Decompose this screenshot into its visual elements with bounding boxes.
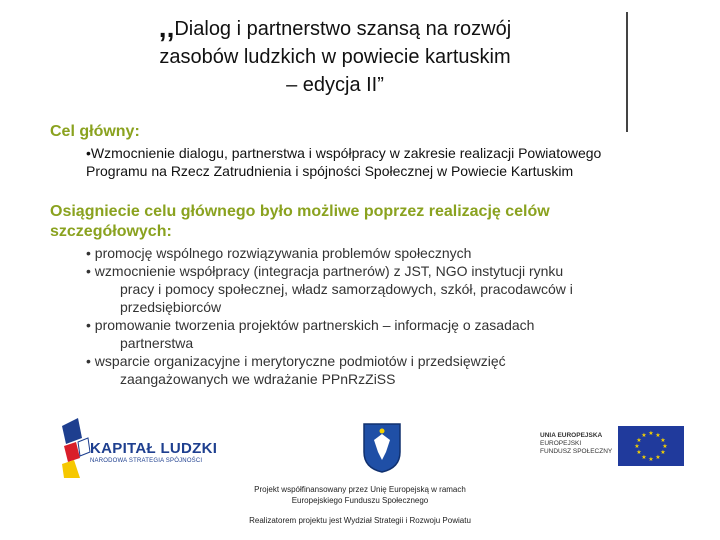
svg-text:★: ★	[655, 432, 661, 439]
title-line-2: zasobów ludzkich w powiecie kartuskim	[159, 46, 511, 68]
svg-text:★: ★	[641, 432, 647, 439]
svg-text:★: ★	[660, 449, 666, 456]
svg-text:★: ★	[641, 454, 647, 461]
eu-text-block: UNIA EUROPEJSKA EUROPEJSKI FUNDUSZ SPOŁECZNY	[540, 432, 613, 455]
kapital-ludzki-subtitle: NARODOWA STRATEGIA SPÓJNOŚCI	[90, 458, 203, 464]
list-item: • promowanie tworzenia projektów partnerskich – informację o zasadach partnerstwa	[86, 317, 535, 351]
implementer-note: Realizatorem projektu jest Wydział Strategii i Rozwoju Powiatu	[249, 516, 471, 525]
svg-text:★: ★	[648, 430, 654, 437]
title-line-1: ,,Dialog i partnerstwo szansą na rozwój	[158, 12, 512, 43]
title-line-3: – edycja II”	[286, 74, 384, 96]
detailed-goals-list	[86, 244, 666, 388]
svg-text:★: ★	[636, 437, 642, 444]
goal-heading: Cel główny:	[50, 123, 140, 140]
list-item: • promocję wspólnego rozwiązywania problemów społecznych	[86, 245, 472, 261]
svg-text:★: ★	[662, 443, 668, 450]
goal-bullet: •Wzmocnienie dialogu, partnerstwa i współpracy w zakresie realizacji Powiatowego Programu na Rzecz Zatrudnienia i spójności Społecznej w Powiecie Kartuskim	[86, 145, 602, 179]
detailed-goals-heading: Osiągniecie celu głównego było możliwe poprzez realizację celów szczegółowych:	[50, 203, 550, 240]
county-crest-icon	[362, 422, 402, 474]
opening-quote: ,,	[158, 12, 175, 43]
svg-text:★: ★	[636, 449, 642, 456]
list-item: • wsparcie organizacyjne i merytoryczne podmiotów i przedsięwzięć zaangażowanych we wdrażanie PPnRzZiSS	[86, 353, 506, 387]
slide-title	[90, 14, 580, 99]
svg-text:★: ★	[660, 437, 666, 444]
vertical-divider	[626, 12, 628, 132]
svg-text:★: ★	[648, 456, 654, 463]
eu-flag-icon	[618, 426, 684, 466]
kapital-ludzki-title: KAPITAŁ LUDZKI	[90, 440, 218, 457]
cofinancing-note: Projekt współfinansowany przez Unię Europejską w ramach Europejskiego Funduszu Społecznego	[254, 485, 466, 505]
svg-text:★: ★	[655, 454, 661, 461]
svg-text:★: ★	[634, 443, 640, 450]
list-item: • wzmocnienie współpracy (integracja partnerów) z JST, NGO instytucji rynku pracy i pomocy społecznej, władz samorządowych, szkół, pracodawców i przedsiębiorców	[86, 263, 573, 315]
